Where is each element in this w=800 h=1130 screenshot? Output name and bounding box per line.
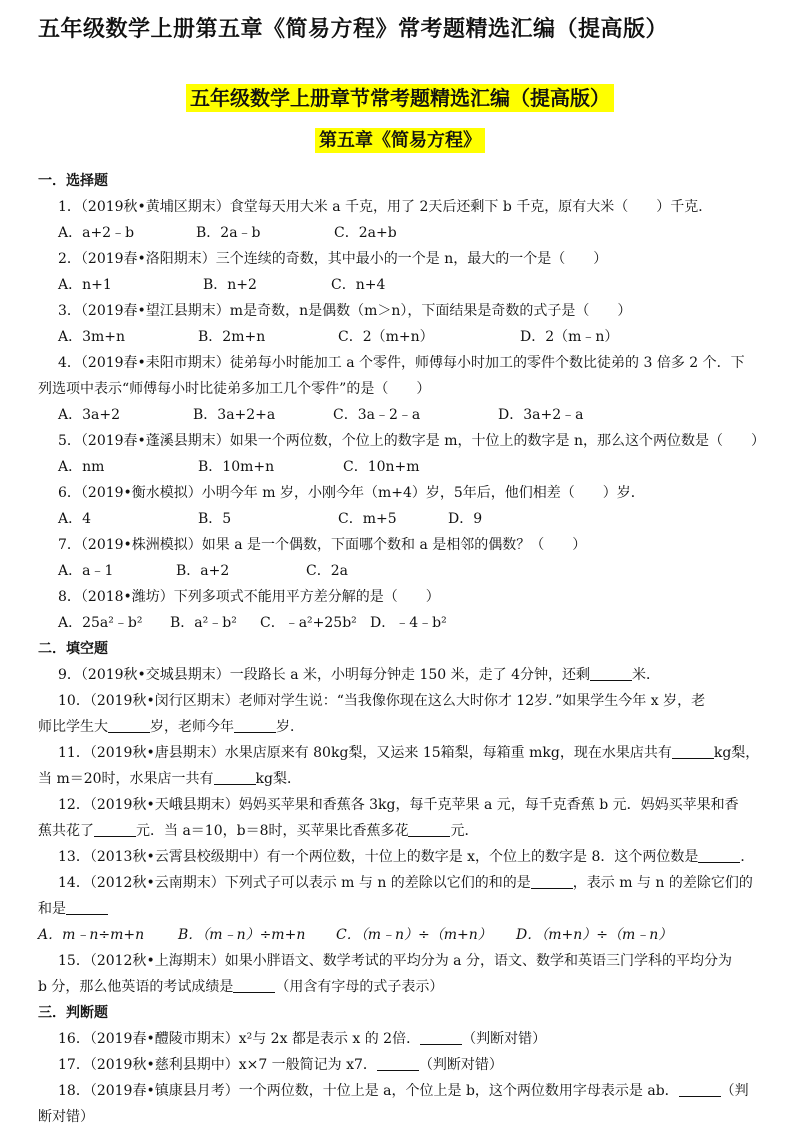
question-11-text: 当 m＝20时，水果店一共有 xyxy=(38,771,214,787)
answer-blank[interactable] xyxy=(698,847,740,863)
answer-blank[interactable] xyxy=(233,977,275,993)
option-b: B．2m+n xyxy=(198,329,266,345)
question-14-options xyxy=(38,922,778,948)
chapter-title xyxy=(0,126,800,152)
question-1-options xyxy=(38,220,778,246)
worksheet-content xyxy=(38,168,778,1130)
option-b: B．5 xyxy=(198,511,232,527)
question-10-text: 岁． xyxy=(276,719,304,735)
section-fill: 二．填空题 xyxy=(38,641,108,657)
question-11-text: kg梨． xyxy=(255,771,301,787)
question-17-text: 17．（2019秋•慈利县期中）x×7 一般简记为 x7． xyxy=(58,1057,377,1073)
question-14-text: 和是 xyxy=(38,901,66,917)
question-7: 7．（2019•株洲模拟）如果 a 是一个偶数，下面哪个数和 a 是相邻的偶数？（ ） xyxy=(58,537,587,553)
question-9-text: 9．（2019秋•交城县期末）一段路长 a 米，小明每分钟走 150 米，走了 4分钟，还剩 xyxy=(58,667,591,683)
answer-blank[interactable] xyxy=(108,717,150,733)
answer-blank[interactable] xyxy=(679,1081,721,1097)
option-d: D．2（m﹣n） xyxy=(520,329,619,345)
question-10-line-2 xyxy=(38,714,778,740)
question-11-line-1 xyxy=(38,740,778,766)
option-c: C．（m﹣n）÷（m+n） xyxy=(336,927,492,943)
answer-blank[interactable] xyxy=(234,717,276,733)
option-c: C．10n+m xyxy=(343,459,420,475)
question-8: 8．（2018•潍坊）下列多项式不能用平方差分解的是（ ） xyxy=(58,589,440,605)
question-7-options xyxy=(38,558,778,584)
question-15-line-2 xyxy=(38,974,778,1000)
question-4-options xyxy=(38,402,778,428)
question-16-text: 16．（2019春•醴陵市期末）x²与 2x 都是表示 x 的 2倍． xyxy=(58,1031,421,1047)
question-12-line-1: 12．（2019秋•天峨县期末）妈妈买苹果和香蕉各 3kg，每千克苹果 a 元，每千克香蕉 b 元．妈妈买苹果和香 xyxy=(58,797,739,813)
question-10-line-1: 10．（2019秋•闵行区期末）老师对学生说：“当我像你现在这么大时你才 12岁．”如果学生今年 x 岁，老 xyxy=(58,693,706,709)
question-13 xyxy=(38,844,778,870)
question-18-text: （判 xyxy=(720,1083,749,1099)
question-18-line-2: 断对错） xyxy=(38,1109,94,1125)
question-4-line-1: 4．（2019春•耒阳市期末）徒弟每小时能加工 a 个零件，师傅每小时加工的零件个数比徒弟的 3 倍多 2 个．下 xyxy=(58,355,745,371)
question-11-text: 11．（2019秋•唐县期末）水果店原来有 80kg梨，又运来 15箱梨，每箱重 mkg，现在水果店共有 xyxy=(58,745,672,761)
question-11-text: kg梨， xyxy=(713,745,760,761)
question-18-line-1 xyxy=(38,1078,778,1104)
option-a: A．a+2﹣b xyxy=(58,225,135,241)
option-c: C．m+5 xyxy=(338,511,397,527)
option-c: C．n+4 xyxy=(331,277,386,293)
option-b: B．a+2 xyxy=(176,563,230,579)
question-14-line-1 xyxy=(38,870,778,896)
option-c: C．﹣a²+25b² xyxy=(260,615,357,631)
question-13-text: 13．（2013秋•云霄县校级期中）有一个两位数，十位上的数字是 x，个位上的数字是 8．这个两位数是 xyxy=(58,849,699,865)
question-12-line-2 xyxy=(38,818,778,844)
question-11-line-2 xyxy=(38,766,778,792)
answer-blank[interactable] xyxy=(66,899,108,915)
banner-title xyxy=(0,82,800,111)
page-title: 五年级数学上册第五章《简易方程》常考题精选汇编（提高版） xyxy=(38,17,669,42)
answer-blank[interactable] xyxy=(94,821,136,837)
option-a: A．nm xyxy=(58,459,105,475)
answer-blank[interactable] xyxy=(672,743,714,759)
option-d: D．9 xyxy=(448,511,483,527)
option-a: A．n+1 xyxy=(58,277,112,293)
question-16-text: （判断对错） xyxy=(462,1031,547,1047)
question-3: 3．（2019春•望江县期末）m是奇数，n是偶数（m＞n），下面结果是奇数的式子是（ ） xyxy=(58,303,632,319)
option-b: B．3a+2+a xyxy=(193,407,276,423)
question-12-text: 元． xyxy=(450,823,479,839)
question-2-options xyxy=(38,272,778,298)
question-14-text: 14．（2012秋•云南期末）下列式子可以表示 m 与 n 的差除以它们的和的是 xyxy=(58,875,531,891)
answer-blank[interactable] xyxy=(408,821,450,837)
answer-blank[interactable] xyxy=(531,873,573,889)
option-b: B．a²﹣b² xyxy=(170,615,237,631)
question-5: 5．（2019春•蓬溪县期末）如果一个两位数，个位上的数字是 m，十位上的数字是 n，那么这个两位数是（ ） xyxy=(58,433,765,449)
option-c: C．2（m+n） xyxy=(338,329,434,345)
answer-blank[interactable] xyxy=(214,769,256,785)
option-a: A．a﹣1 xyxy=(58,563,114,579)
section-choice: 一．选择题 xyxy=(38,173,108,189)
question-17 xyxy=(38,1052,778,1078)
question-17-text: （判断对错） xyxy=(418,1057,503,1073)
option-a: A．3a+2 xyxy=(58,407,121,423)
option-c: C．2a xyxy=(306,563,348,579)
question-4-line-2: 列选项中表示“师傅每小时比徒弟多加工几个零件”的是（ ） xyxy=(38,381,431,397)
question-15-text: （用含有字母的式子表示） xyxy=(275,979,444,995)
option-d: D．﹣4﹣b² xyxy=(370,615,447,631)
option-b: B．2a﹣b xyxy=(196,225,261,241)
question-9-tail: 米． xyxy=(632,667,661,683)
option-b: B．n+2 xyxy=(203,277,257,293)
option-a: A．3m+n xyxy=(58,329,126,345)
question-12-text: 蕉共花了 xyxy=(38,823,94,839)
question-16 xyxy=(38,1026,778,1052)
option-b: B．（m﹣n）÷m+n xyxy=(178,927,306,943)
question-10-text: 师比学生大 xyxy=(38,719,108,735)
question-10-text: 岁，老师今年 xyxy=(150,719,234,735)
option-c: C．3a﹣2﹣a xyxy=(333,407,421,423)
banner-title-text: 五年级数学上册章节常考题精选汇编（提高版） xyxy=(186,84,614,112)
section-judge: 三．判断题 xyxy=(38,1005,108,1021)
question-15-text: b 分，那么他英语的考试成绩是 xyxy=(38,979,234,995)
question-1: 1．（2019秋•黄埔区期末）食堂每天用大米 a 千克，用了 2天后还剩下 b 千克，原有大米（ ）千克． xyxy=(58,199,713,215)
question-14-text: ，表示 m 与 n 的差除它们的 xyxy=(572,875,753,891)
question-9 xyxy=(38,662,778,688)
option-a: A．25a²﹣b² xyxy=(58,615,143,631)
question-18-text: 18．（2019春•镇康县月考）一个两位数，十位上是 a，个位上是 b，这个两位数用字母表示是 ab． xyxy=(58,1083,679,1099)
answer-blank[interactable] xyxy=(377,1055,419,1071)
answer-blank[interactable] xyxy=(590,665,632,681)
question-2: 2．（2019春•洛阳期末）三个连续的奇数，其中最小的一个是 n，最大的一个是（ ） xyxy=(58,251,608,267)
question-5-options xyxy=(38,454,778,480)
option-d: D．3a+2﹣a xyxy=(498,407,584,423)
question-6: 6．（2019•衡水模拟）小明今年 m 岁，小刚今年（m+4）岁，5年后，他们相差（ ）岁． xyxy=(58,485,645,501)
chapter-title-text: 第五章《简易方程》 xyxy=(315,128,485,153)
question-13-text: ． xyxy=(740,849,755,865)
question-12-text: 元．当 a＝10，b＝8时，买苹果比香蕉多花 xyxy=(136,823,409,839)
option-d: D．（m+n）÷（m﹣n） xyxy=(516,927,673,943)
question-15-line-1: 15．（2012秋•上海期末）如果小胖语文、数学考试的平均分为 a 分，语文、数学和英语三门学科的平均分为 xyxy=(58,953,732,969)
question-14-line-2 xyxy=(38,896,778,922)
question-8-options xyxy=(38,610,778,636)
option-b: B．10m+n xyxy=(198,459,275,475)
question-6-options xyxy=(38,506,778,532)
option-a: A．4 xyxy=(58,511,92,527)
question-3-options xyxy=(38,324,778,350)
option-a: A．m﹣n÷m+n xyxy=(38,927,145,943)
option-c: C．2a+b xyxy=(334,225,397,241)
answer-blank[interactable] xyxy=(420,1029,462,1045)
